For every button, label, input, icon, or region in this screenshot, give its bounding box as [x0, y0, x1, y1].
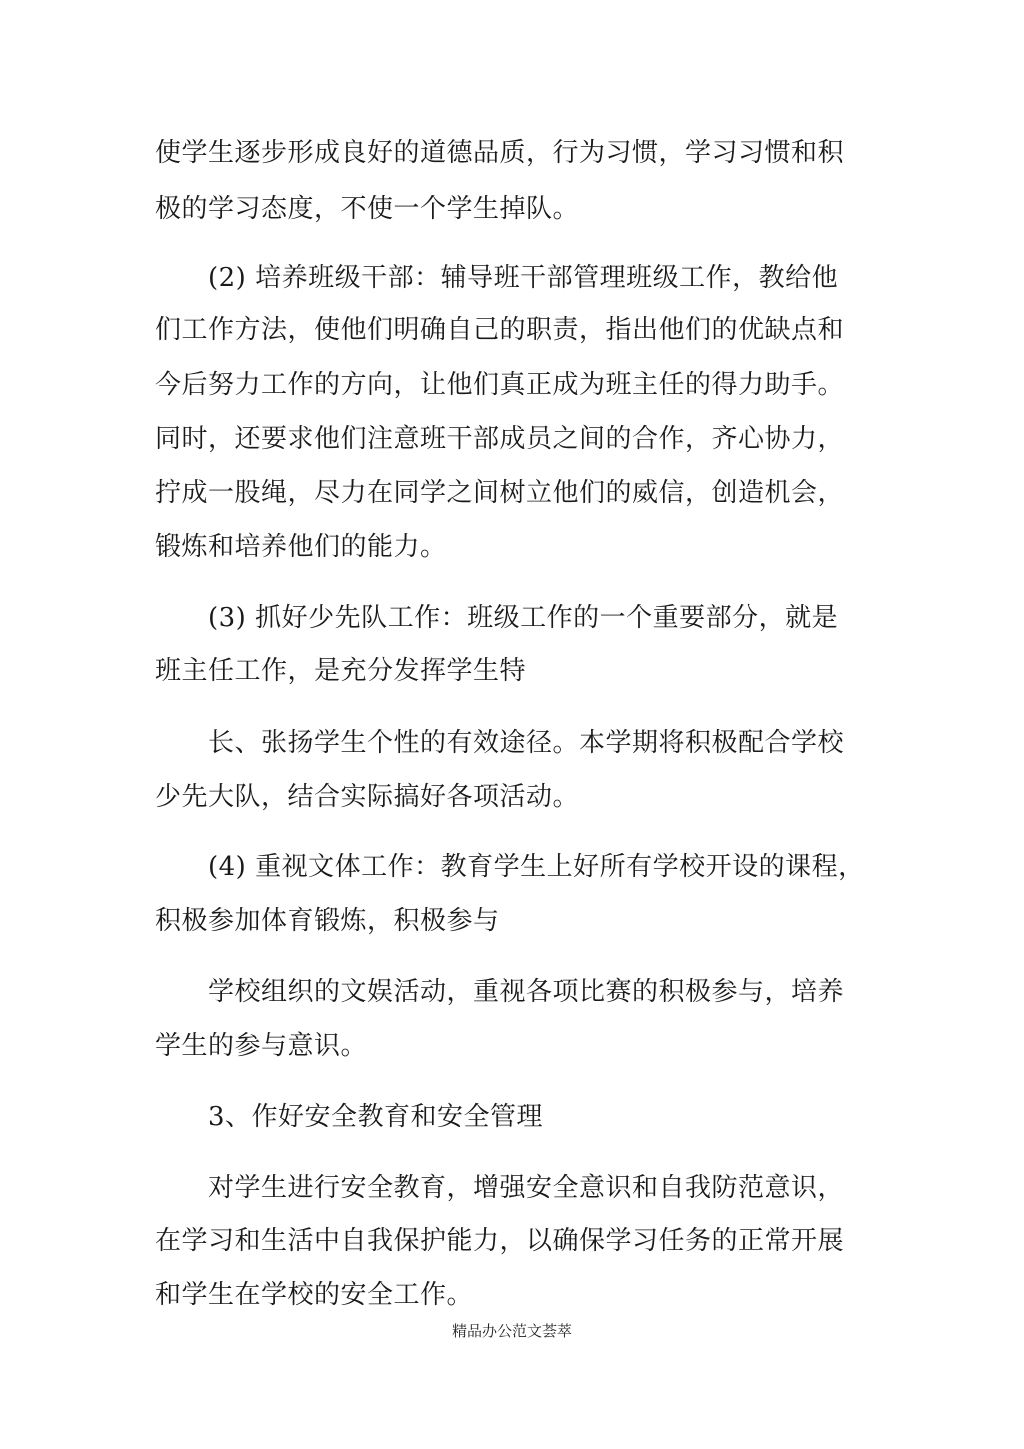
paragraph-line: 同时，还要求他们注意班干部成员之间的合作，齐心协力， [155, 424, 845, 454]
paragraph-line: 拧成一股绳，尽力在同学之间树立他们的威信，创造机会， [155, 478, 845, 508]
section-heading: 3、作好安全教育和安全管理 [208, 1102, 544, 1132]
paragraph-line: 学生的参与意识。 [155, 1031, 368, 1061]
paragraph-line: 锻炼和培养他们的能力。 [155, 532, 447, 562]
paragraph-line: (4) 重视文体工作：教育学生上好所有学校开设的课程， [208, 852, 865, 882]
paragraph-line: 班主任工作，是充分发挥学生特 [155, 656, 527, 686]
paragraph-line: 今后努力工作的方向，让他们真正成为班主任的得力助手。 [155, 370, 845, 400]
paragraph-line: (3) 抓好少先队工作：班级工作的一个重要部分，就是 [208, 603, 839, 633]
paragraph-line: 积极参加体育锻炼，积极参与 [155, 906, 500, 936]
paragraph-line: 使学生逐步形成良好的道德品质，行为习惯，学习习惯和积 [155, 138, 845, 168]
paragraph-line: 和学生在学校的安全工作。 [155, 1280, 474, 1310]
paragraph-line: 学校组织的文娱活动，重视各项比赛的积极参与，培养 [208, 977, 845, 1007]
paragraph-line: (2) 培养班级干部：辅导班干部管理班级工作，教给他 [208, 263, 839, 293]
paragraph-line: 少先大队，结合实际搞好各项活动。 [155, 782, 580, 812]
paragraph-line: 对学生进行安全教育，增强安全意识和自我防范意识， [208, 1173, 845, 1203]
paragraph-line: 极的学习态度，不使一个学生掉队。 [155, 194, 580, 224]
paragraph-line: 们工作方法，使他们明确自己的职责，指出他们的优缺点和 [155, 315, 845, 345]
paragraph-line: 长、张扬学生个性的有效途径。本学期将积极配合学校 [208, 728, 845, 758]
paragraph-line: 在学习和生活中自我保护能力，以确保学习任务的正常开展 [155, 1226, 845, 1256]
page-footer: 精品办公范文荟萃 [451, 1322, 572, 1340]
